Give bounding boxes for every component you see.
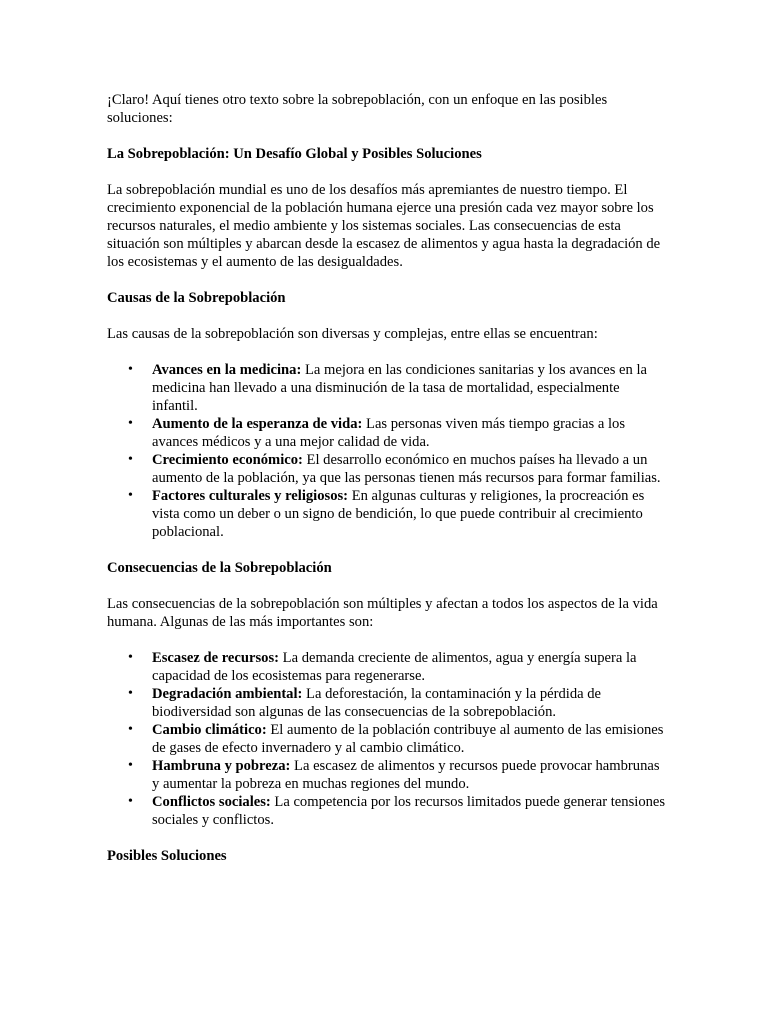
consequences-list (107, 649, 667, 829)
list-item-text: Las personas viven más tiempo gracias a los avances médicos y a una mejor calidad de vida. (152, 416, 626, 450)
list-item (128, 361, 667, 415)
list-item-term: Escasez de recursos: (152, 650, 279, 666)
causes-list (107, 361, 667, 541)
solutions-heading: Posibles Soluciones (107, 848, 227, 864)
bullet-icon: • (128, 416, 133, 431)
bullet-icon: • (128, 758, 133, 773)
list-item (128, 685, 667, 721)
list-item-term: Factores culturales y religiosos: (152, 488, 349, 504)
list-item (128, 487, 667, 541)
list-item-text: El desarrollo económico en muchos países ha llevado a un aumento de la población, ya que las personas tienen más recursos para formar familias. (152, 452, 661, 486)
list-item-term: Degradación ambiental: (152, 686, 303, 702)
causes-intro: Las causas de la sobrepoblación son diversas y complejas, entre ellas se encuentran: (107, 326, 598, 342)
list-item (128, 451, 667, 487)
list-item-text: La mejora en las condiciones sanitarias y los avances en la medicina han llevado a una disminución de la tasa de mortalidad, especialmente infantil. (152, 362, 647, 414)
bullet-icon: • (128, 650, 133, 665)
list-item-text: La competencia por los recursos limitados puede generar tensiones sociales y conflictos. (152, 794, 666, 828)
list-item-term: Avances en la medicina: (152, 362, 302, 378)
document-page (107, 91, 667, 883)
bullet-icon: • (128, 452, 133, 467)
list-item-term: Crecimiento económico: (152, 452, 303, 468)
consequences-heading: Consecuencias de la Sobrepoblación (107, 560, 332, 576)
bullet-icon: • (128, 488, 133, 503)
list-item (128, 415, 667, 451)
list-item (128, 793, 667, 829)
list-item-text: El aumento de la población contribuye al aumento de las emisiones de gases de efecto invernadero y al cambio climático. (152, 722, 664, 756)
bullet-icon: • (128, 794, 133, 809)
list-item-term: Cambio climático: (152, 722, 267, 738)
opening-paragraph: La sobrepoblación mundial es uno de los desafíos más apremiantes de nuestro tiempo. El crecimiento exponencial de la población humana ejerce una presión cada vez mayor sobre los recursos naturales, el medio ambiente y los sistemas sociales. Las consecuencias de esta situación son múltiples y abarcan desde la escasez de alimentos y agua hasta la degradación de los ecosistemas y el aumento de las desigualdades. (107, 182, 661, 270)
causes-heading: Causas de la Sobrepoblación (107, 290, 286, 306)
intro-text: ¡Claro! Aquí tienes otro texto sobre la sobrepoblación, con un enfoque en las posibles soluciones: (107, 92, 608, 126)
list-item-text: La demanda creciente de alimentos, agua y energía supera la capacidad de los ecosistemas para regenerarse. (152, 650, 637, 684)
document-title: La Sobrepoblación: Un Desafío Global y Posibles Soluciones (107, 146, 482, 162)
list-item-text: La escasez de alimentos y recursos puede provocar hambrunas y aumentar la pobreza en muchas regiones del mundo. (152, 758, 660, 792)
bullet-icon: • (128, 722, 133, 737)
list-item (128, 757, 667, 793)
list-item (128, 721, 667, 757)
consequences-intro: Las consecuencias de la sobrepoblación son múltiples y afectan a todos los aspectos de la vida humana. Algunas de las más importantes son: (107, 596, 658, 630)
bullet-icon: • (128, 362, 133, 377)
bullet-icon: • (128, 686, 133, 701)
list-item-term: Conflictos sociales: (152, 794, 271, 810)
list-item-term: Aumento de la esperanza de vida: (152, 416, 363, 432)
list-item-text: En algunas culturas y religiones, la procreación es vista como un deber o un signo de bendición, lo que puede contribuir al crecimiento poblacional. (152, 488, 645, 540)
list-item (128, 649, 667, 685)
list-item-text: La deforestación, la contaminación y la pérdida de biodiversidad son algunas de las consecuencias de la sobrepoblación. (152, 686, 602, 720)
list-item-term: Hambruna y pobreza: (152, 758, 291, 774)
